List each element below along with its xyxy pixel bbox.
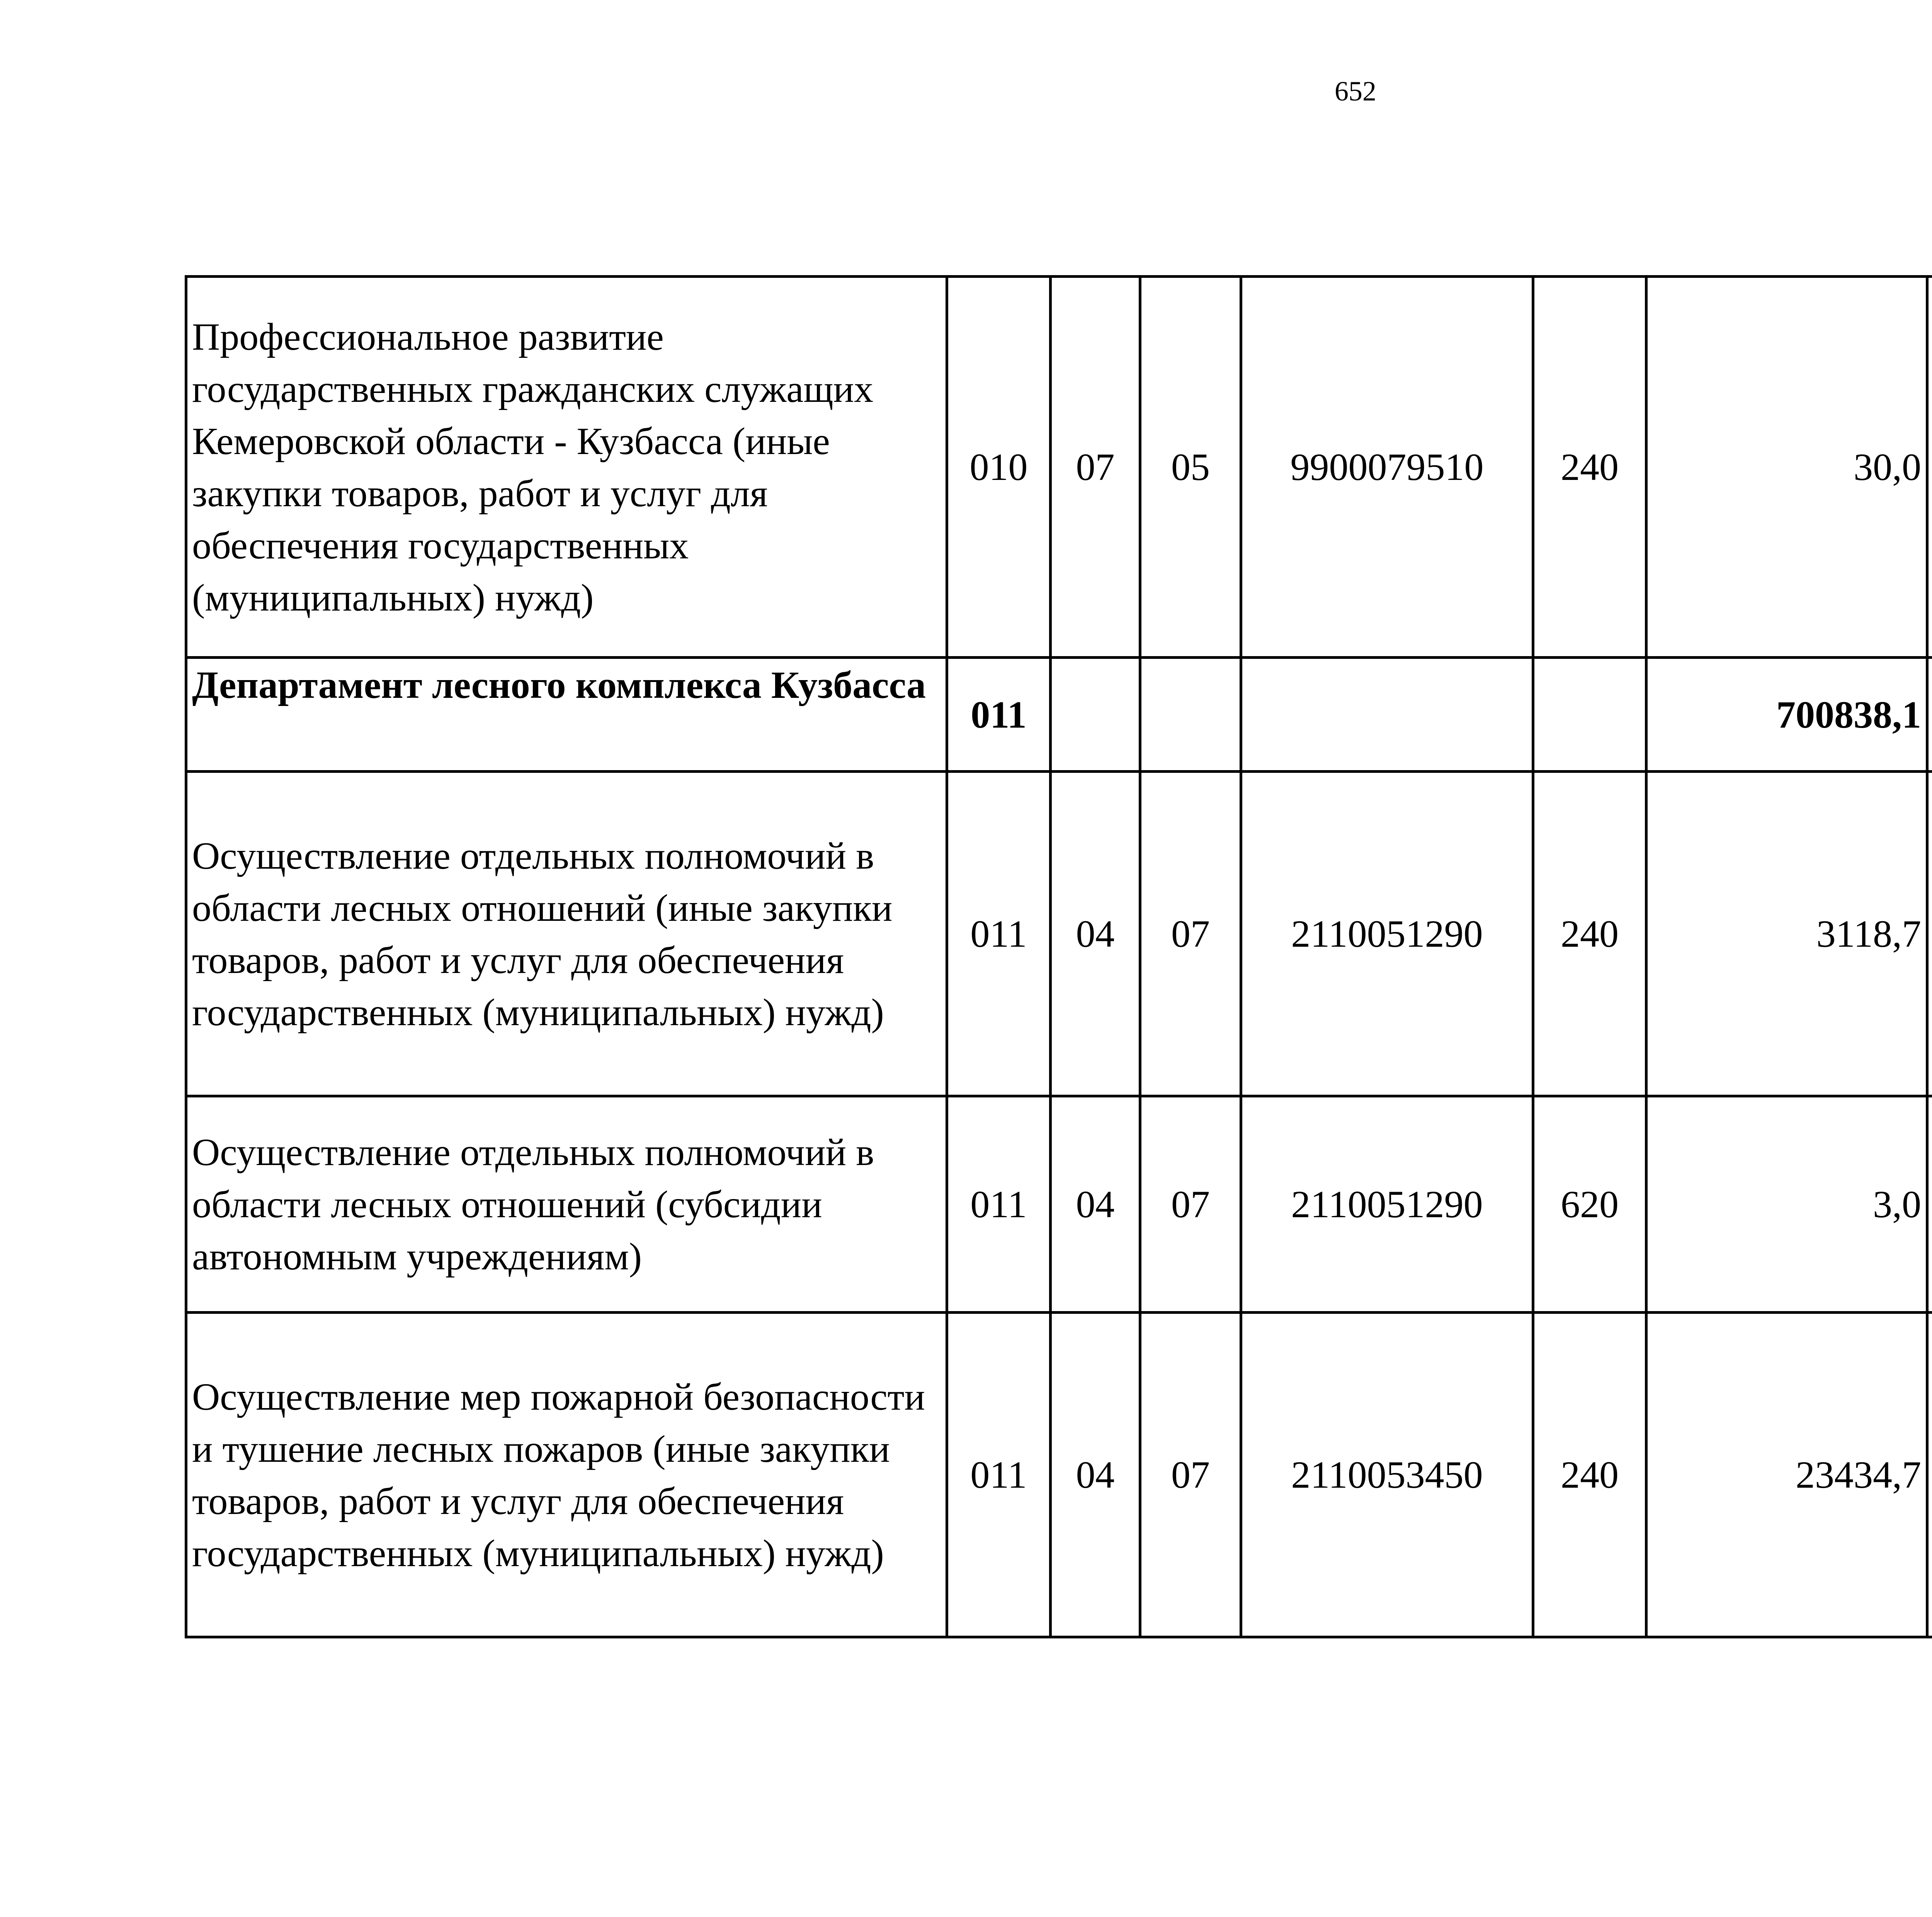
row-section-code: 04: [1051, 1313, 1140, 1637]
row-ministry-code: 011: [947, 1313, 1051, 1637]
row-amount-1: 3,0: [1646, 1096, 1927, 1313]
row-expense-type: 240: [1533, 1313, 1646, 1637]
row-amount-1: 3118,7: [1646, 772, 1927, 1096]
row-subsection-code: [1140, 658, 1241, 772]
row-section-code: 07: [1051, 277, 1140, 658]
row-subsection-code: 05: [1140, 277, 1241, 658]
page-number: 652: [1335, 76, 1376, 107]
row-expense-type: 240: [1533, 277, 1646, 658]
row-subsection-code: 07: [1140, 1313, 1241, 1637]
table-row: [186, 1096, 1932, 1313]
budget-table: [185, 275, 1932, 1638]
row-amount-2: [1927, 1313, 1932, 1637]
row-section-code: 04: [1051, 1096, 1140, 1313]
row-name: Департамент лесного комплекса Кузбасса: [186, 658, 947, 772]
row-expense-type: 240: [1533, 772, 1646, 1096]
row-amount-2: [1927, 658, 1932, 772]
table-row: [186, 1313, 1932, 1637]
row-ministry-code: 011: [947, 1096, 1051, 1313]
table-row: [186, 658, 1932, 772]
row-subsection-code: 07: [1140, 772, 1241, 1096]
row-subsection-code: 07: [1140, 1096, 1241, 1313]
row-section-code: 04: [1051, 772, 1140, 1096]
row-amount-2: [1927, 772, 1932, 1096]
row-name: Профессиональное развитие государственных гражданских служащих Кемеровской области - Кузбасса (иные закупки товаров, работ и услуг для обеспечения государственных (муниципальных) нужд): [186, 277, 947, 658]
row-ministry-code: 010: [947, 277, 1051, 658]
row-name: Осуществление отдельных полномочий в области лесных отношений (иные закупки товаров, работ и услуг для обеспечения государственных (муниципальных) нужд): [186, 772, 947, 1096]
row-target-article: 2110051290: [1241, 772, 1533, 1096]
row-section-code: [1051, 658, 1140, 772]
row-expense-type: [1533, 658, 1646, 772]
row-expense-type: 620: [1533, 1096, 1646, 1313]
row-ministry-code: 011: [947, 658, 1051, 772]
table-row: [186, 772, 1932, 1096]
row-ministry-code: 011: [947, 772, 1051, 1096]
row-name: Осуществление отдельных полномочий в области лесных отношений (субсидии автономным учреждениям): [186, 1096, 947, 1313]
row-target-article: 2110053450: [1241, 1313, 1533, 1637]
row-target-article: 9900079510: [1241, 277, 1533, 658]
table-row: [186, 277, 1932, 658]
row-name: Осуществление мер пожарной безопасности и тушение лесных пожаров (иные закупки товаров, работ и услуг для обеспечения государственных (муниципальных) нужд): [186, 1313, 947, 1637]
row-amount-1: 23434,7: [1646, 1313, 1927, 1637]
row-amount-2: [1927, 277, 1932, 658]
row-amount-1: 30,0: [1646, 277, 1927, 658]
row-target-article: [1241, 658, 1533, 772]
row-amount-2: [1927, 1096, 1932, 1313]
row-target-article: 2110051290: [1241, 1096, 1533, 1313]
row-amount-1: 700838,1: [1646, 658, 1927, 772]
